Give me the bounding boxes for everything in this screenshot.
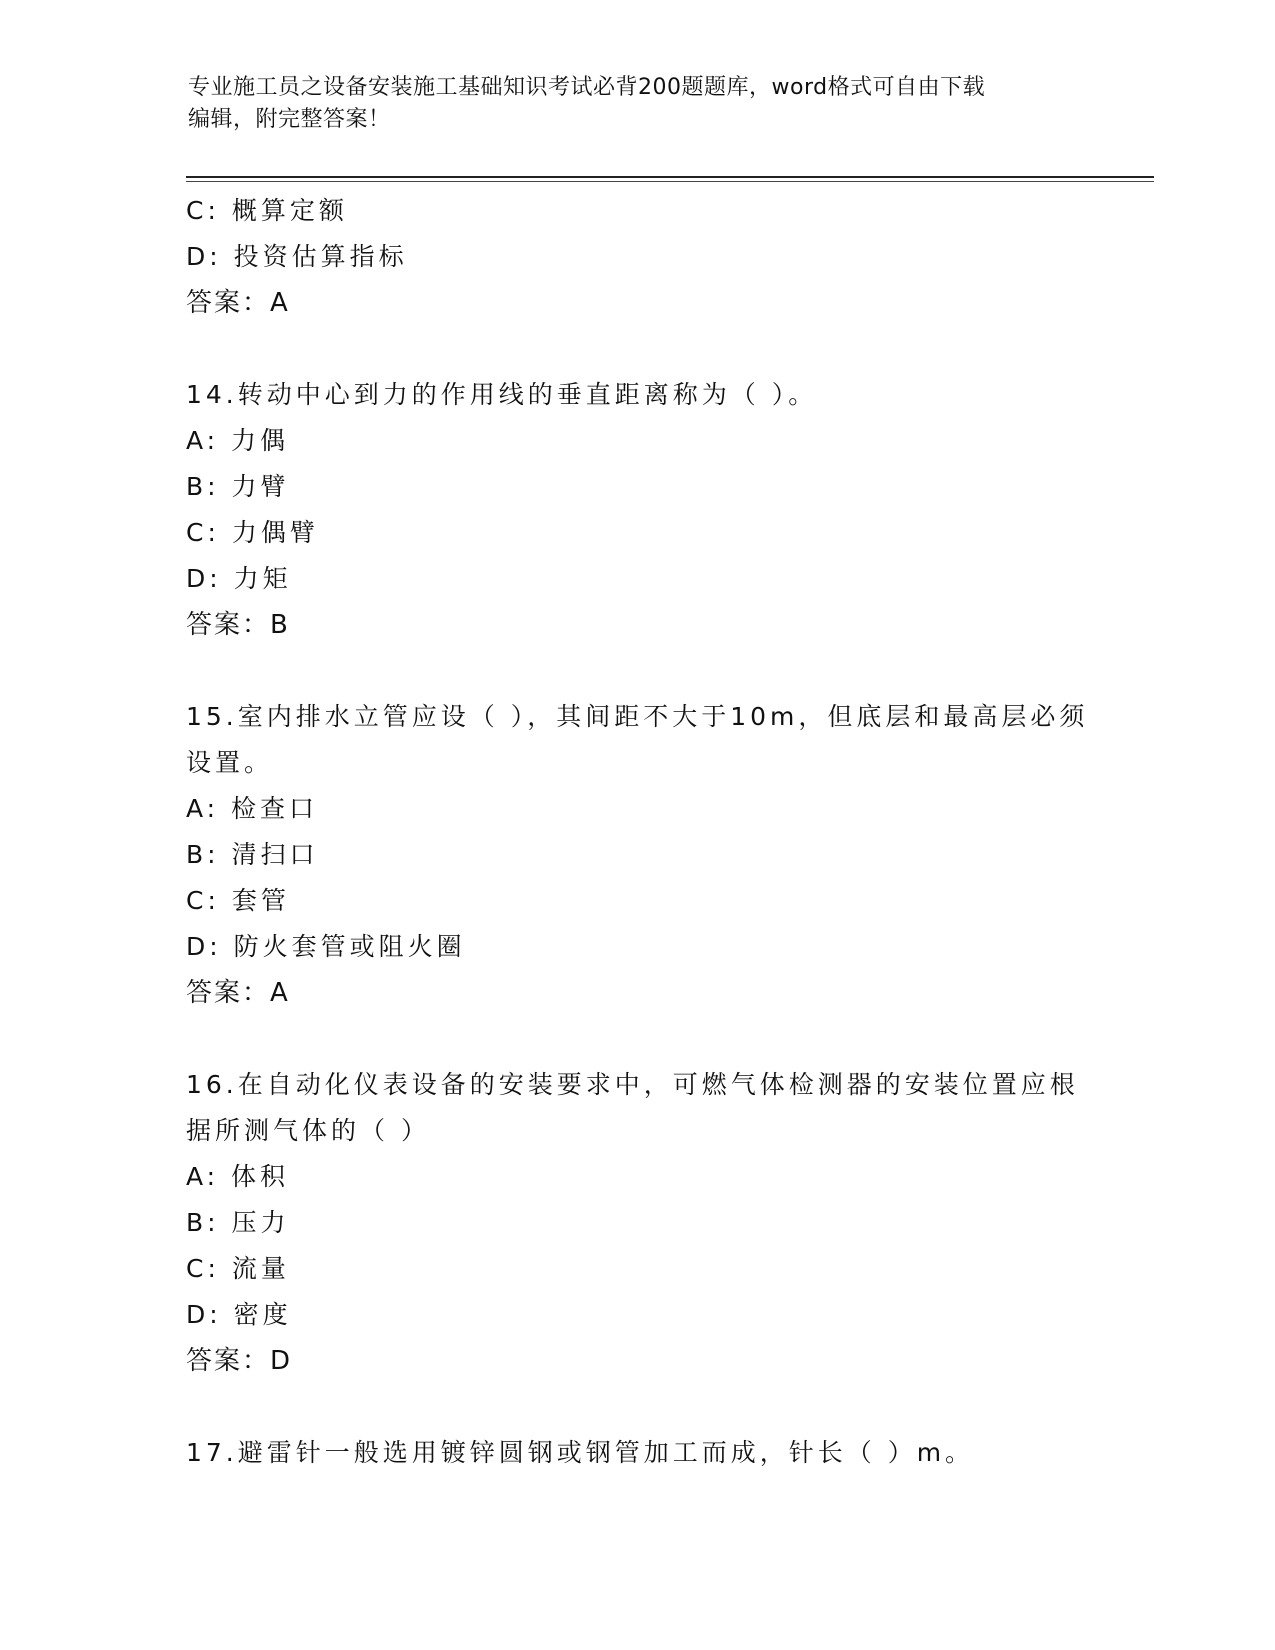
question-17 [186,1430,1086,1476]
spacer [186,326,1086,372]
option-c: C: 套管 [186,886,290,915]
spacer [186,1016,1086,1062]
option-a: A: 力偶 [186,426,290,455]
question-stem: 17.避雷针一般选用镀锌圆钢或钢管加工而成，针长（ ）m。 [186,1438,975,1467]
header-line-1: 专业施工员之设备安装施工基础知识考试必背200题题库，word格式可自由下载 [188,75,986,100]
option-d: D: 力矩 [186,564,292,593]
answer-line: 答案：D [186,1346,293,1376]
header-divider-thick [186,176,1154,178]
option-c: C: 概算定额 [186,196,348,225]
answer-line: 答案：A [186,288,290,318]
question-stem: 15.室内排水立管应设（ ），其间距不大于10m，但底层和最高层必须 [186,702,1089,731]
option-d: D: 密度 [186,1300,292,1329]
option-b: B: 力臂 [186,472,290,501]
question-list [186,188,1089,1476]
question-stem-continued: 据所测气体的（ ） [186,1116,430,1145]
option-c: C: 流量 [186,1254,290,1283]
document-header [188,72,1068,136]
question-stem: 14.转动中心到力的作用线的垂直距离称为（ ）。 [186,380,818,409]
question-stem: 16.在自动化仪表设备的安装要求中，可燃气体检测器的安装位置应根 [186,1070,1079,1099]
header-line-2: 编辑，附完整答案！ [188,107,391,132]
option-c: C: 力偶臂 [186,518,319,547]
spacer [186,1384,1086,1430]
option-d: D: 防火套管或阻火圈 [186,932,466,961]
question-14 [186,372,1086,648]
question-13-tail [186,188,1086,326]
question-16 [186,1062,1086,1384]
question-15 [186,694,1089,1016]
option-b: B: 清扫口 [186,840,319,869]
spacer [186,648,1086,694]
answer-line: 答案：B [186,610,290,640]
option-a: A: 检查口 [186,794,319,823]
answer-line: 答案：A [186,978,290,1008]
question-stem-continued: 设置。 [186,748,274,777]
option-a: A: 体积 [186,1162,290,1191]
header-divider-thin [186,181,1154,182]
option-b: B: 压力 [186,1208,290,1237]
option-d: D: 投资估算指标 [186,242,408,271]
